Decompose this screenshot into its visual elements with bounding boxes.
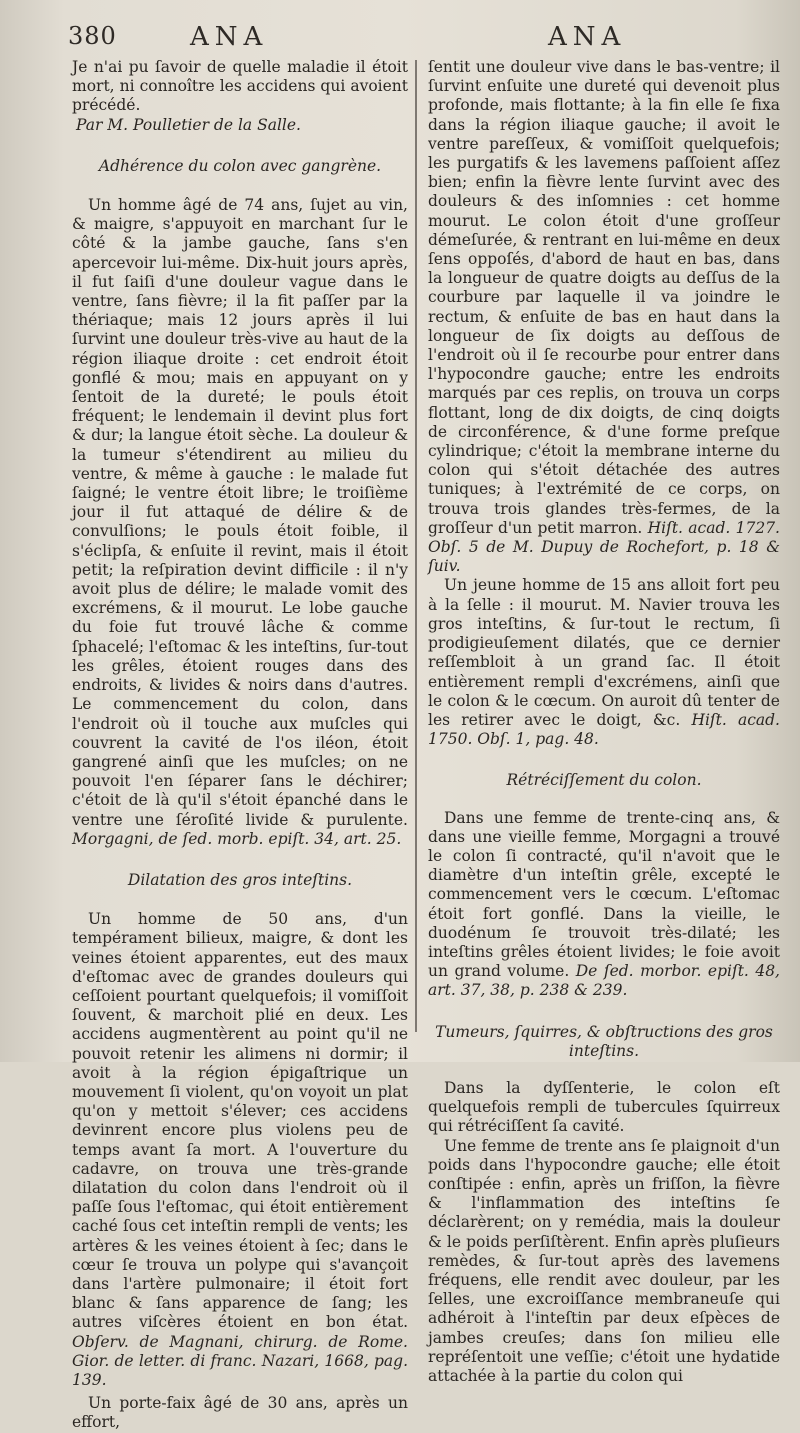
running-head-left: ANA <box>190 22 269 52</box>
right-paragraph-3-citation: De ſed. morbor. epiſt. 48, art. 37, 38, p. 238 & 239. <box>428 962 780 1000</box>
right-column <box>428 58 780 1386</box>
section-heading-adherence: Adhérence du colon avec gangrène. <box>98 156 382 175</box>
left-column <box>72 58 408 1433</box>
left-paragraph-3-text: Un homme de 50 ans, d'un tempérament bilieux, maigre, & dont les veines étoient apparentes, eut des maux d'eſtomac avec de grandes douleurs qui ceſſoient pourtant quelquefois; il vomiſſoit ſouvent, & marchoit plié en deux. Les accidens augmentèrent au point qu'il ne pouvoit retenir les alimens ni dormir; il avoit à la région épigaſtrique un mouvement ſi violent, qu'on voyoit un plat qu'on y mettoit s'élever; ces accidens devinrent encore plus violens peu de temps avant ſa mort. A l'ouverture du cadavre, on trouva une très-grande dilatation du colon dans l'endroit où il paſſe ſous l'eſtomac, qui étoit entièrement caché ſous cet inteſtin rempli de vents; les artères & les veines étoient à ſec; dans le cœur ſe trouva un polype qui s'avançoit dans l'artère pulmonaire; il étoit fort blanc & ſans apparence de ſang; les autres viſcères étoient en bon état. <box>72 910 408 1332</box>
left-paragraph-2-citation: Morgagni, de ſed. morb. epiſt. 34, art. 25. <box>72 829 402 848</box>
right-paragraph-5: Une femme de trente ans ſe plaignoit d'un poids dans l'hypocondre gauche; elle étoit conſtipée : enfin, après un friſſon, la fièvre & l'inflammation des inteſtins ſe déclarèrent; on y remédia, mais la douleur & le poids perſiſtèrent. Enfin après pluſieurs remèdes, & ſur-tout après des lavemens fréquens, elle rendit avec douleur, par les ſelles, une excroiſſance membraneuſe qui adhéroit à l'inteſtin par deux eſpèces de jambes creuſes; dans ſon milieu elle repréſentoit une veſſie; c'étoit une hydatide attachée à la partie du colon qui <box>428 1136 780 1385</box>
section-heading-tumeurs: Tumeurs, ſquirres, & obſtructions des gros inteſtins. <box>435 1022 773 1060</box>
right-paragraph-1-text: ſentit une douleur vive dans le bas-ventre; il ſurvint enſuite une dureté qui devenoit plus profonde, mais flottante; à la fin elle ſe fixa dans la région iliaque gauche; il avoit le ventre pareſſeux, & vomiſſoit quelquefois; les purgatifs & les lavemens paſſoient aſſez bien; enfin la fièvre lente ſurvint avec des douleurs & des inſomnies : cet homme mourut. Le colon étoit d'une groſſeur démeſurée, & rentrant en lui-même en deux ſens oppoſés, d'abord de haut en bas, dans la longueur de quatre doigts au deſſus de la courbure par laquelle il va joindre le rectum, & enſuite de bas en haut dans la longueur de ſix doigts au deſſous de l'endroit où il ſe recourbe pour entrer dans l'hypocondre gauche; entre les endroits marqués par ces replis, on trouva un corps flottant, long de dix doigts, de cinq doigts de circonférence, & d'une forme preſque cylindrique; c'étoit la membrane interne du colon qui s'étoit détachée des autres tuniques; à l'extrémité de ce corps, on trouva trois glandes très-fermes, de la groſſeur d'un petit marron. <box>428 58 780 537</box>
left-paragraph-1: Je n'ai pu ſavoir de quelle maladie il étoit mort, ni connoître les accidens qui avoient précédé. <box>72 58 408 115</box>
left-signature: Par M. Poulletier de la Salle. <box>76 115 301 134</box>
left-paragraph-4: Un porte-faix âgé de 30 ans, après un effort, <box>72 1394 408 1432</box>
column-divider <box>415 60 417 1032</box>
right-paragraph-1-citation: Hiſt. acad. 1727. Obſ. 5 de M. Dupuy de Rochefort, p. 18 & ſuiv. <box>428 518 780 576</box>
left-paragraph-3-citation: Obſerv. de Magnani, chirurg. de Rome. Gior. de letter. di franc. Nazari, 1668, pag. 139. <box>72 1332 408 1389</box>
right-paragraph-3 <box>428 809 780 1001</box>
right-paragraph-4: Dans la dyſſenterie, le colon eſt quelquefois rempli de tubercules ſquirreux qui rétréciſſent ſa cavité. <box>428 1078 780 1136</box>
left-paragraph-2 <box>72 196 408 849</box>
left-paragraph-3 <box>72 910 408 1390</box>
left-paragraph-2-text: Un homme âgé de 74 ans, ſujet au vin, & maigre, s'appuyoit en marchant ſur le côté & la jambe gauche, ſans s'en apercevoir lui-même. Dix-huit jours après, il fut ſaiſi d'une douleur vague dans le ventre, ſans fièvre; il la fit paſſer par la thériaque; mais 12 jours après il lui ſurvint une douleur très-vive au haut de la région iliaque droite : cet endroit étoit gonflé & mou; mais en appuyant on y ſentoit de la dureté; le pouls étoit fréquent; le lendemain il devint plus fort & dur; la langue étoit sèche. La douleur & la tumeur s'étendirent au milieu du ventre, & même à gauche : le malade fut ſaigné; le ventre étoit libre; le troiſième jour il fut attaqué de délire & de convulſions; le pouls étoit foible, il s'éclipſa, & enſuite il revint, mais il étoit petit; la reſpiration devint difficile : il n'y avoit plus de délire; le malade vomit des excrémens, & il mourut. Le lobe gauche du foie fut trouvé lâche & comme ſphacelé; l'eſtomac & les inteſtins, ſur-tout les grêles, étoient rouges dans des endroits, & livides & noirs dans d'autres. Le commencement du colon, dans l'endroit où il touche aux muſcles qui couvrent la cavité de l'os iléon, étoit gangrené ainſi que les muſcles; on ne pouvoit l'en ſéparer ſans le déchirer; c'étoit de là qu'il s'étoit épanché dans le ventre une ſéroſité livide & purulente. <box>72 196 408 829</box>
section-heading-dilatation: Dilatation des gros inteſtins. <box>127 870 353 889</box>
right-paragraph-3-text: Dans une femme de trente-cinq ans, & dans une vieille femme, Morgagni a trouvé le colon ſi contracté, qu'il n'avoit que le diamètre d'un inteſtin grêle, excepté le commencement vers le cœcum. L'eſtomac étoit fort gonflé. Dans la vieille, le duodénum ſe trouvoit très-dilaté; les inteſtins grêles étoient livides; le foie avoit un grand volume. <box>428 808 780 981</box>
running-head-right: ANA <box>548 22 627 52</box>
page-number: 380 <box>68 22 117 50</box>
right-paragraph-2-text: Un jeune homme de 15 ans alloit fort peu à la ſelle : il mourut. M. Navier trouva les gros inteſtins, & ſur-tout le rectum, ſi prodigieuſement dilatés, que ce dernier reſſembloit à un grand ſac. Il étoit entièrement rempli d'excrémens, ainſi que le colon & le cœcum. On auroit dû tenter de les retirer avec le doigt, &c. <box>428 576 780 729</box>
section-heading-retrecissement: Rétréciſſement du colon. <box>506 771 702 790</box>
right-paragraph-2-citation: Hiſt. acad. 1750. Obſ. 1, pag. 48. <box>428 710 780 749</box>
right-paragraph-2 <box>428 576 780 749</box>
right-paragraph-1 <box>428 58 780 576</box>
